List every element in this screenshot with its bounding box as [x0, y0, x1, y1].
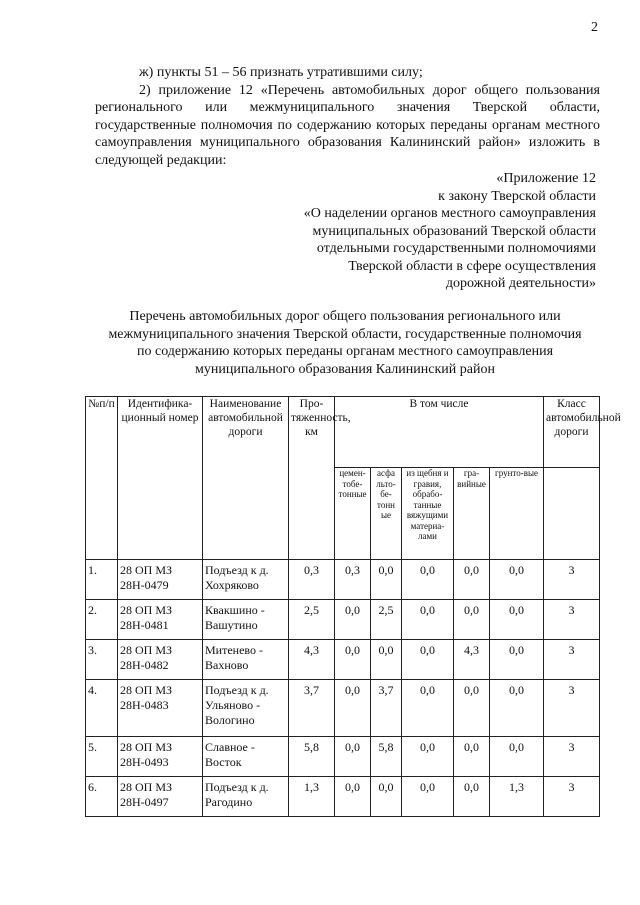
cell-num: 5.: [86, 737, 118, 777]
cell-road-name: [203, 600, 289, 640]
cell-road-name: [203, 737, 289, 777]
cell-cement: 0,0: [335, 640, 371, 680]
cell-ground: 0,0: [490, 560, 544, 600]
cell-road-name: [203, 680, 289, 737]
subheader-ground: грунто-вые: [490, 468, 544, 560]
appendix-line: Тверской области в сфере осуществления: [348, 258, 596, 274]
cell-road-name-line: Хохряково: [205, 578, 259, 592]
cell-cement: 0,0: [335, 777, 371, 817]
cell-id-line: 28Н-0497: [120, 795, 169, 809]
cell-id-line: 28Н-0479: [120, 578, 169, 592]
cell-id-line: 28Н-0493: [120, 755, 169, 769]
cell-length: 2,5: [289, 600, 335, 640]
appendix-header: [304, 170, 596, 293]
cell-cement: 0,0: [335, 600, 371, 640]
appendix-line: «Приложение 12: [496, 171, 596, 186]
paragraph-item-zh: ж) пункты 51 – 56 признать утратившими силу;: [139, 65, 423, 80]
cell-road-name-line: Вашутино: [205, 618, 258, 632]
cell-id: [118, 600, 203, 640]
cell-road-name-line: Ульяново -: [205, 698, 261, 712]
cell-gravel: 0,0: [454, 737, 490, 777]
cell-treated-gravel: 0,0: [402, 680, 454, 737]
cell-length: 0,3: [289, 560, 335, 600]
cell-gravel: 0,0: [454, 560, 490, 600]
cell-asphalt: 0,0: [371, 640, 402, 680]
cell-id-line: 28 ОП МЗ: [120, 643, 173, 657]
cell-id-line: 28Н-0483: [120, 698, 169, 712]
cell-id: [118, 560, 203, 600]
subheader-asphalt-concrete: асфа льто-бе-тонн ые: [371, 468, 402, 560]
cell-class: 3: [544, 680, 600, 737]
header-num: №п/п: [86, 397, 118, 560]
header-length: Про-тяженность, км: [289, 397, 335, 560]
cell-id: [118, 680, 203, 737]
cell-ground: 1,3: [490, 777, 544, 817]
cell-length: 5,8: [289, 737, 335, 777]
cell-class: 3: [544, 560, 600, 600]
cell-road-name-line: Вологино: [205, 713, 255, 727]
cell-length: 1,3: [289, 777, 335, 817]
header-including: В том числе: [335, 397, 544, 468]
cell-num: 6.: [86, 777, 118, 817]
subheader-class-empty: [544, 468, 600, 560]
cell-asphalt: 2,5: [371, 600, 402, 640]
cell-road-name-line: Митенево -: [205, 643, 263, 657]
cell-treated-gravel: 0,0: [402, 600, 454, 640]
subheader-gravel: гра-вийные: [454, 468, 490, 560]
appendix-line: к закону Тверской области: [438, 188, 596, 204]
cell-id: [118, 777, 203, 817]
body-text: [95, 64, 600, 169]
cell-gravel: 4,3: [454, 640, 490, 680]
cell-id-line: 28 ОП МЗ: [120, 683, 173, 697]
cell-ground: 0,0: [490, 600, 544, 640]
header-class: Класс автомобильной дороги: [544, 397, 600, 468]
table-row: [86, 777, 600, 817]
cell-treated-gravel: 0,0: [402, 640, 454, 680]
cell-asphalt: 0,0: [371, 777, 402, 817]
table-row: [86, 737, 600, 777]
cell-num: 4.: [86, 680, 118, 737]
cell-num: 3.: [86, 640, 118, 680]
subheader-treated-gravel: из щебня и гравия, обрабо-танные вяжущими материа-лами: [402, 468, 454, 560]
subheader-cement-concrete: цемен-тобе-тонные: [335, 468, 371, 560]
roads-table: [85, 396, 621, 817]
cell-length: 3,7: [289, 680, 335, 737]
cell-ground: 0,0: [490, 737, 544, 777]
document-title: Перечень автомобильных дорог общего пользования регионального или межмуниципального значения Тверской области, государственные полномочия по содержанию которых переданы органам местного самоуправления муниципального образования Калининский район: [108, 309, 582, 377]
cell-id-line: 28 ОП МЗ: [120, 603, 173, 617]
cell-cement: 0,0: [335, 737, 371, 777]
cell-gravel: 0,0: [454, 600, 490, 640]
paragraph-appendix-12: 2) приложение 12 «Перечень автомобильных дорог общего пользования регионального или межмуниципального значения Тверской области, государственные полномочия по содержанию которых переданы органам местного самоуправления муниципального образования Калининский район» изложить в следующей редакции:: [95, 82, 600, 168]
cell-road-name-line: Подъезд к д.: [205, 563, 269, 577]
table-row: [86, 640, 600, 680]
table-row: [86, 560, 600, 600]
cell-road-name-line: Вахново: [205, 658, 249, 672]
cell-asphalt: 5,8: [371, 737, 402, 777]
appendix-line: «О наделении органов местного самоуправления: [303, 206, 596, 221]
cell-cement: 0,3: [335, 560, 371, 600]
cell-class: 3: [544, 777, 600, 817]
header-id: Идентифика-ционный номер: [118, 397, 203, 560]
cell-ground: 0,0: [490, 640, 544, 680]
cell-treated-gravel: 0,0: [402, 560, 454, 600]
cell-road-name-line: Рагодино: [205, 795, 253, 809]
cell-id-line: 28 ОП МЗ: [120, 740, 173, 754]
cell-road-name-line: Славное -: [205, 740, 255, 754]
cell-treated-gravel: 0,0: [402, 777, 454, 817]
cell-road-name: [203, 560, 289, 600]
cell-asphalt: 3,7: [371, 680, 402, 737]
cell-id-line: 28Н-0482: [120, 658, 169, 672]
appendix-line: отдельными государственными полномочиями: [316, 241, 596, 256]
cell-road-name-line: Восток: [205, 755, 242, 769]
cell-num: 2.: [86, 600, 118, 640]
cell-class: 3: [544, 640, 600, 680]
cell-ground: 0,0: [490, 680, 544, 737]
cell-road-name: [203, 777, 289, 817]
header-road-name: Наименование автомобильной дороги: [203, 397, 289, 560]
table-row: [86, 680, 600, 737]
cell-road-name: [203, 640, 289, 680]
cell-road-name-line: Квакшино -: [205, 603, 265, 617]
cell-id-line: 28 ОП МЗ: [120, 780, 173, 794]
cell-road-name-line: Подъезд к д.: [205, 683, 269, 697]
appendix-line: муниципальных образований Тверской области: [312, 223, 596, 239]
cell-road-name-line: Подъезд к д.: [205, 780, 269, 794]
cell-id: [118, 737, 203, 777]
cell-id: [118, 640, 203, 680]
cell-id-line: 28 ОП МЗ: [120, 563, 173, 577]
cell-num: 1.: [86, 560, 118, 600]
cell-gravel: 0,0: [454, 777, 490, 817]
cell-length: 4,3: [289, 640, 335, 680]
cell-cement: 0,0: [335, 680, 371, 737]
cell-id-line: 28Н-0481: [120, 618, 169, 632]
cell-gravel: 0,0: [454, 680, 490, 737]
page-number: 2: [591, 20, 598, 35]
appendix-line: дорожной деятельности»: [445, 276, 596, 291]
cell-asphalt: 0,0: [371, 560, 402, 600]
cell-class: 3: [544, 600, 600, 640]
table-row: [86, 600, 600, 640]
cell-class: 3: [544, 737, 600, 777]
cell-treated-gravel: 0,0: [402, 737, 454, 777]
